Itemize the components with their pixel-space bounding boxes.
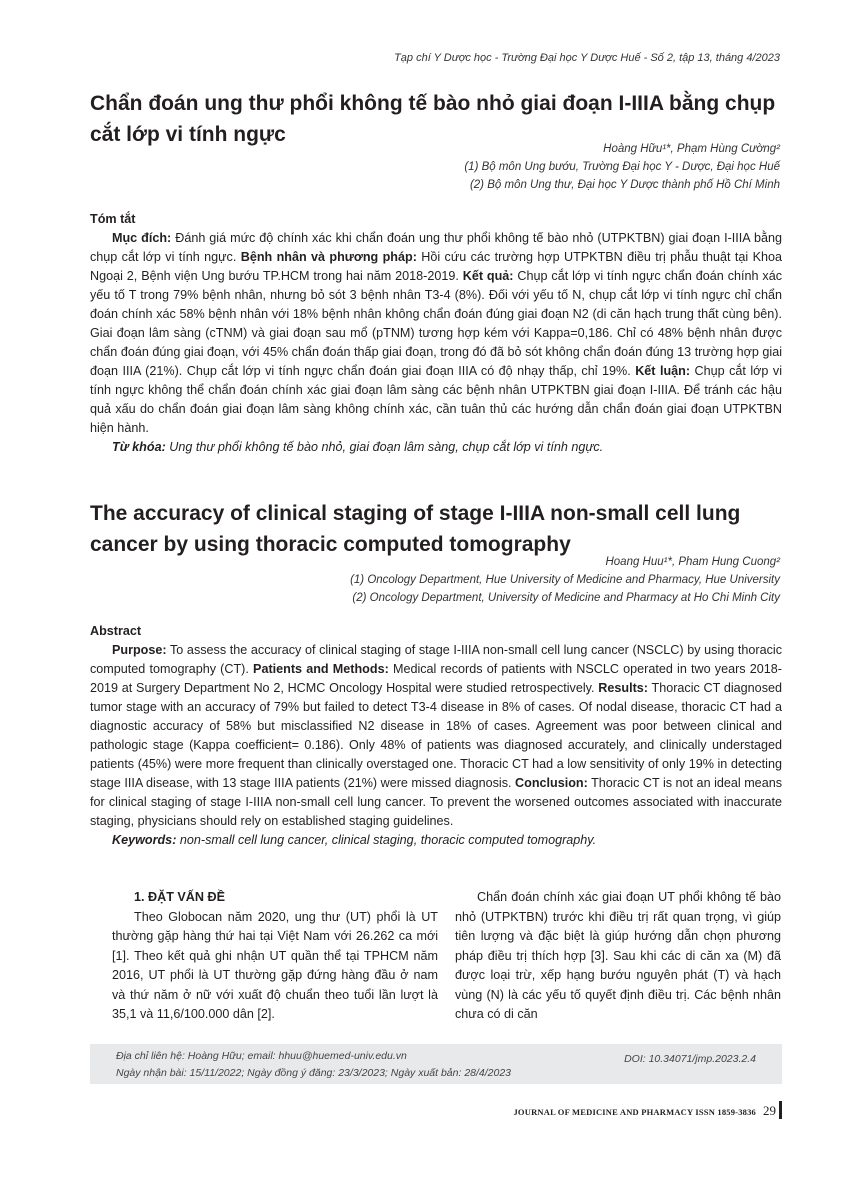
keywords-text: Ung thư phổi không tế bào nhỏ, giai đoạn lâm sàng, chụp cắt lớp vi tính ngực. [165,440,604,454]
article-title-vietnamese: Chẩn đoán ung thư phổi không tế bào nhỏ giai đoạn I-IIIA bằng chụp cắt lớp vi tính ngực [90,92,776,146]
affiliation-1-vietnamese: (1) Bộ môn Ung bướu, Trường Đại học Y - Dược, Đại học Huế [464,161,780,173]
results-text: Thoracic CT diagnosed tumor stage with an accuracy of 79% but failed to detect T3-4 disease in 8% of cases. Of nodal disease, thoracic CT had a diagnostic accuracy of 58% but misclassified N2 disease in 18% of cases. Agreement was poor between clinical and pathologic stage (Kappa coefficient= 0.186). Only 48% of patients was diagnosed accurately, and clinically understaged patients (45%) were more frequent than clinically overstaged one. Thoracic CT had a low sensitivity of only 19% in detecting stage IIIA disease, with 13 stage IIIA patients (21%) were missed diagnosis. [90,681,782,790]
results-text: Chụp cắt lớp vi tính ngực chẩn đoán chính xác yếu tố T trong 79% bệnh nhân, nhưng bỏ sót 3 bệnh nhân T3-4 (8%). Đối với yếu tố N, chụp cắt lớp vi tính ngực chỉ chẩn đoán chính xác 58% bệnh nhân với 18% bệnh nhân không chẩn đoán đúng giai đoạn N2 (di căn hạch trung thất cùng bên). Giai đoạn lâm sàng (cTNM) và giai đoạn sau mổ (pTNM) tương hợp kém với Kappa=0,186. Chỉ có 48% bệnh nhân được chẩn đoán đúng giai đoạn, với 45% chẩn đoán thấp giai đoạn, trong đó đã bỏ sót không chẩn đoán đúng 13 trường hợp giai đoạn IIIA (21%). Chụp cắt lớp vi tính ngực chẩn đoán giai đoạn IIIA có độ nhạy thấp, chỉ 19%. [90,269,783,378]
results-label: Kết quả: [462,269,514,283]
dates-line: Ngày nhận bài: 15/11/2022; Ngày đồng ý đăng: 23/3/2023; Ngày xuất bản: 28/4/2023 [116,1067,512,1079]
authors-vietnamese: Hoàng Hữu¹*, Phạm Hùng Cường² [603,143,780,155]
body-column-left [112,888,438,1025]
keywords-label: Keywords: [112,833,177,847]
methods-text: Hồi cứu các trường hợp UTPKTBN điều trị phẫu thuật tại Khoa Ngoại 2, Bệnh viện Ung bướu TP.HCM trong hai năm 2018-2019. [90,250,782,283]
purpose-text: To assess the accuracy of clinical staging of stage I-IIIA non-small cell lung cancer (NSCLC) by using thoracic computed tomography (CT). [90,643,782,676]
methods-label: Patients and Methods: [253,662,389,676]
body-paragraph-right: Chẩn đoán chính xác giai đoạn UT phổi không tế bào nhỏ (UTPKTBN) trước khi điều trị rất quan trọng, vì giúp tiên lượng và đặc biệt là giúp hướng dẫn chọn phương pháp điều trị thích hợp [3]. Sau khi các di căn xa (M) đã được loại trừ, xếp hạng bướu nguyên phát (T) và hạch vùng (N) là các yếu tố quyết định điều trị. Các bệnh nhân chưa có di căn [455,890,781,1021]
byline-english [350,553,780,607]
affiliation-2-vietnamese: (2) Bộ môn Ung thư, Đại học Y Dược thành phố Hồ Chí Minh [469,179,780,191]
page-number-bar [779,1101,782,1119]
conclusion-label: Kết luận: [635,364,691,378]
keywords-label: Từ khóa: [112,440,166,454]
section-heading: 1. ĐẶT VẤN ĐỀ [134,890,225,904]
doi-line: DOI: 10.34071/jmp.2023.2.4 [624,1053,756,1065]
keywords-vietnamese [90,438,782,457]
purpose-label: Purpose: [112,643,167,657]
affiliation-1-english: (1) Oncology Department, Hue University of Medicine and Pharmacy, Hue University [350,574,780,586]
abstract-body-english [90,641,782,831]
authors-english: Hoang Huu¹*, Pham Hung Cuong² [605,556,780,568]
body-column-right [455,888,781,1025]
keywords-english [90,831,782,850]
abstract-english [90,622,782,850]
conclusion-text: Thoracic CT is not an ideal means for clinical staging of stage I-IIIA non-small cell lung cancer. To prevent the worsened outcomes associated with inaccurate staging, physicians should rely on established staging guidelines. [90,776,782,828]
journal-footer: JOURNAL OF MEDICINE AND PHARMACY ISSN 1859-3836 [513,1107,756,1117]
conclusion-text: Chụp cắt lớp vi tính ngực không thể chẩn đoán chính xác giai đoạn lâm sàng các bệnh nhân UTPKTBN giai đoạn I-IIIA. Để tránh các hậu quả xấu do chẩn đoán giai đoạn lâm sàng không chính xác, cần tuân thủ các hướng dẫn chẩn đoán giai đoạn UTPKTBN hiện hành. [90,364,783,435]
results-label: Results: [598,681,648,695]
keywords-text: non-small cell lung cancer, clinical staging, thoracic computed tomography. [176,833,597,847]
purpose-label: Mục đích: [112,231,172,245]
affiliation-2-english: (2) Oncology Department, University of Medicine and Pharmacy at Ho Chi Minh City [352,592,780,604]
methods-label: Bệnh nhân và phương pháp: [240,250,417,264]
body-paragraph-left: Theo Globocan năm 2020, ung thư (UT) phổi là UT thường gặp hàng thứ hai tại Việt Nam với 26.262 ca mới [1]. Theo kết quả ghi nhận UT quần thể tại TPHCM năm 2016, UT phổi là UT thường gặp đứng hàng đầu ở nam và thứ năm ở nữ với xuất độ chuẩn theo tuổi lần lượt là 35,1 và 11,6/100.000 dân [2]. [112,909,438,1021]
contact-line: Địa chỉ liên hệ: Hoàng Hữu; email: hhuu@huemed-univ.edu.vn [116,1050,407,1062]
page-number: 29 [763,1103,776,1118]
abstract-heading-english: Abstract [90,624,142,638]
correspondence-box [90,1044,782,1084]
purpose-text: Đánh giá mức độ chính xác khi chẩn đoán ung thư phổi không tế bào nhỏ (UTPKTBN) giai đoạn I-IIIA bằng chụp cắt lớp vi tính ngực. [90,231,782,264]
methods-text: Medical records of patients with NSCLC operated in two years 2018-2019 at Surgery Department No 2, HCMC Oncology Hospital were studied retrospectively. [90,662,783,695]
abstract-body-vietnamese [90,229,782,438]
abstract-heading-vietnamese: Tóm tắt [90,212,136,226]
running-head: Tạp chí Y Dược học - Trường Đại học Y Dược Huế - Số 2, tập 13, tháng 4/2023 [394,52,780,64]
abstract-vietnamese [90,210,782,457]
conclusion-label: Conclusion: [515,776,588,790]
byline-vietnamese [464,140,780,194]
article-title-english: The accuracy of clinical staging of stage I-IIIA non-small cell lung cancer by using thoracic computed tomography [90,502,741,556]
